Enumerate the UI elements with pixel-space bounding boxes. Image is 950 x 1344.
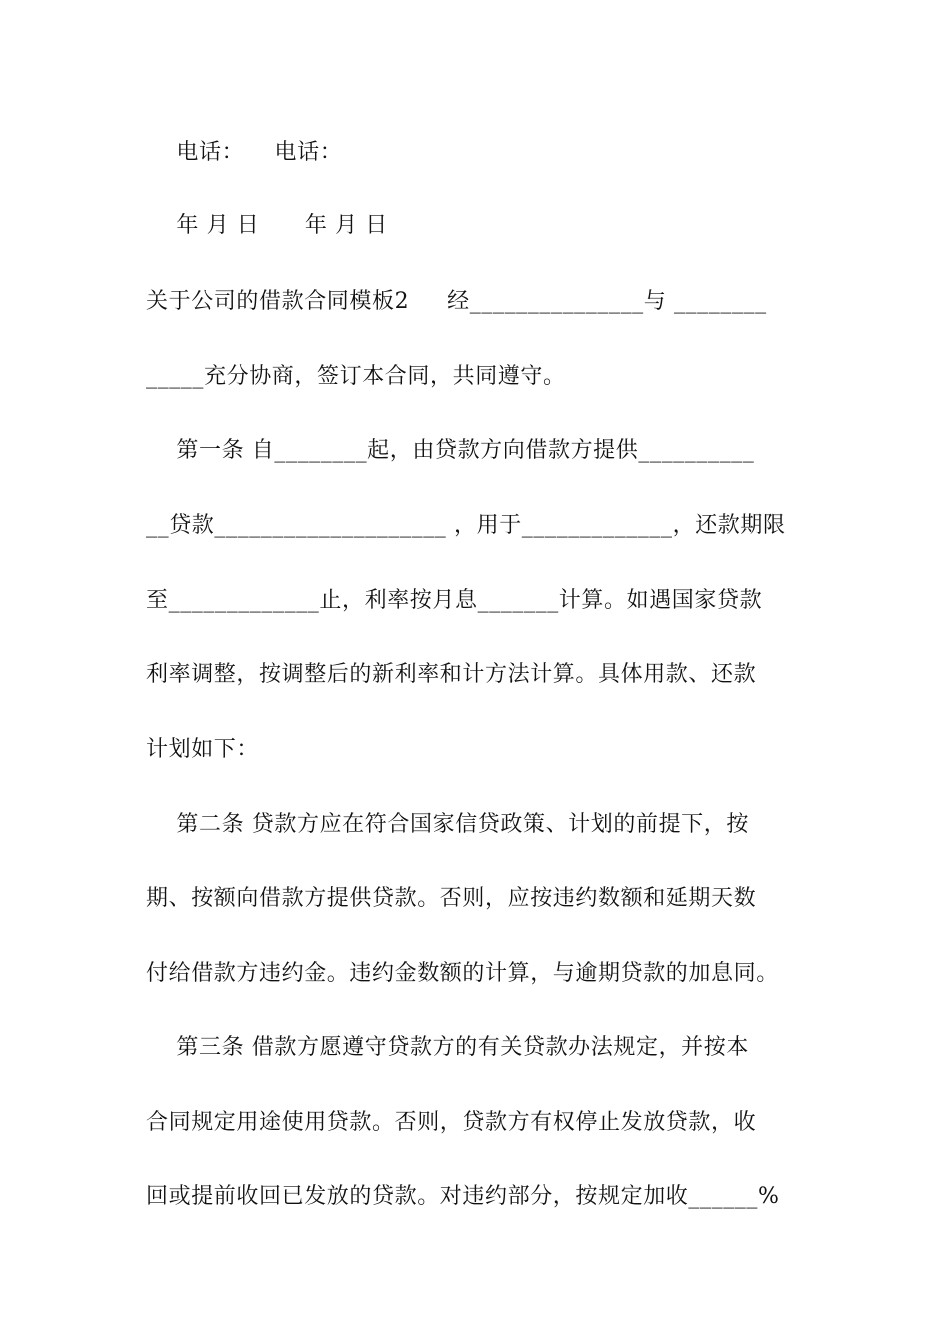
article-1-line-1: 第一条 自________起，由贷款方向借款方提供__________ [146,438,755,463]
article-2-line-3: 付给借款方违约金。违约金数额的计算，与逾期贷款的加息同。 [146,961,779,986]
article-1-line-3: 至_____________止，利率按月息_______计算。如遇国家贷款 [146,588,763,613]
article-2-line-2: 期、按额向借款方提供贷款。否则，应按违约数额和延期天数 [146,886,757,911]
article-3-line-3: 回或提前收回已发放的贷款。对违约部分，按规定加收______% [146,1184,780,1209]
article-3-line-1: 第三条 借款方愿遵守贷款方的有关贷款办法规定，并按本 [146,1035,749,1060]
article-1-line-5: 计划如下： [146,737,260,762]
date-line: 年 月 日 年 月 日 [146,213,388,238]
article-1-line-4: 利率调整，按调整后的新利率和计方法计算。具体用款、还款 [146,662,757,687]
contract-title-line: 关于公司的借款合同模板2 经_______________与 ________ [146,289,767,314]
article-2-line-1: 第二条 贷款方应在符合国家信贷政策、计划的前提下，按 [146,812,749,837]
article-3-line-2: 合同规定用途使用贷款。否则，贷款方有权停止发放贷款，收 [146,1110,757,1135]
text-line: _____充分协商，签订本合同，共同遵守。 [146,364,566,389]
phone-line: 电话： 电话： [146,140,343,165]
article-1-line-2: __贷款____________________ ，用于_____________，还款期限 [146,513,786,538]
